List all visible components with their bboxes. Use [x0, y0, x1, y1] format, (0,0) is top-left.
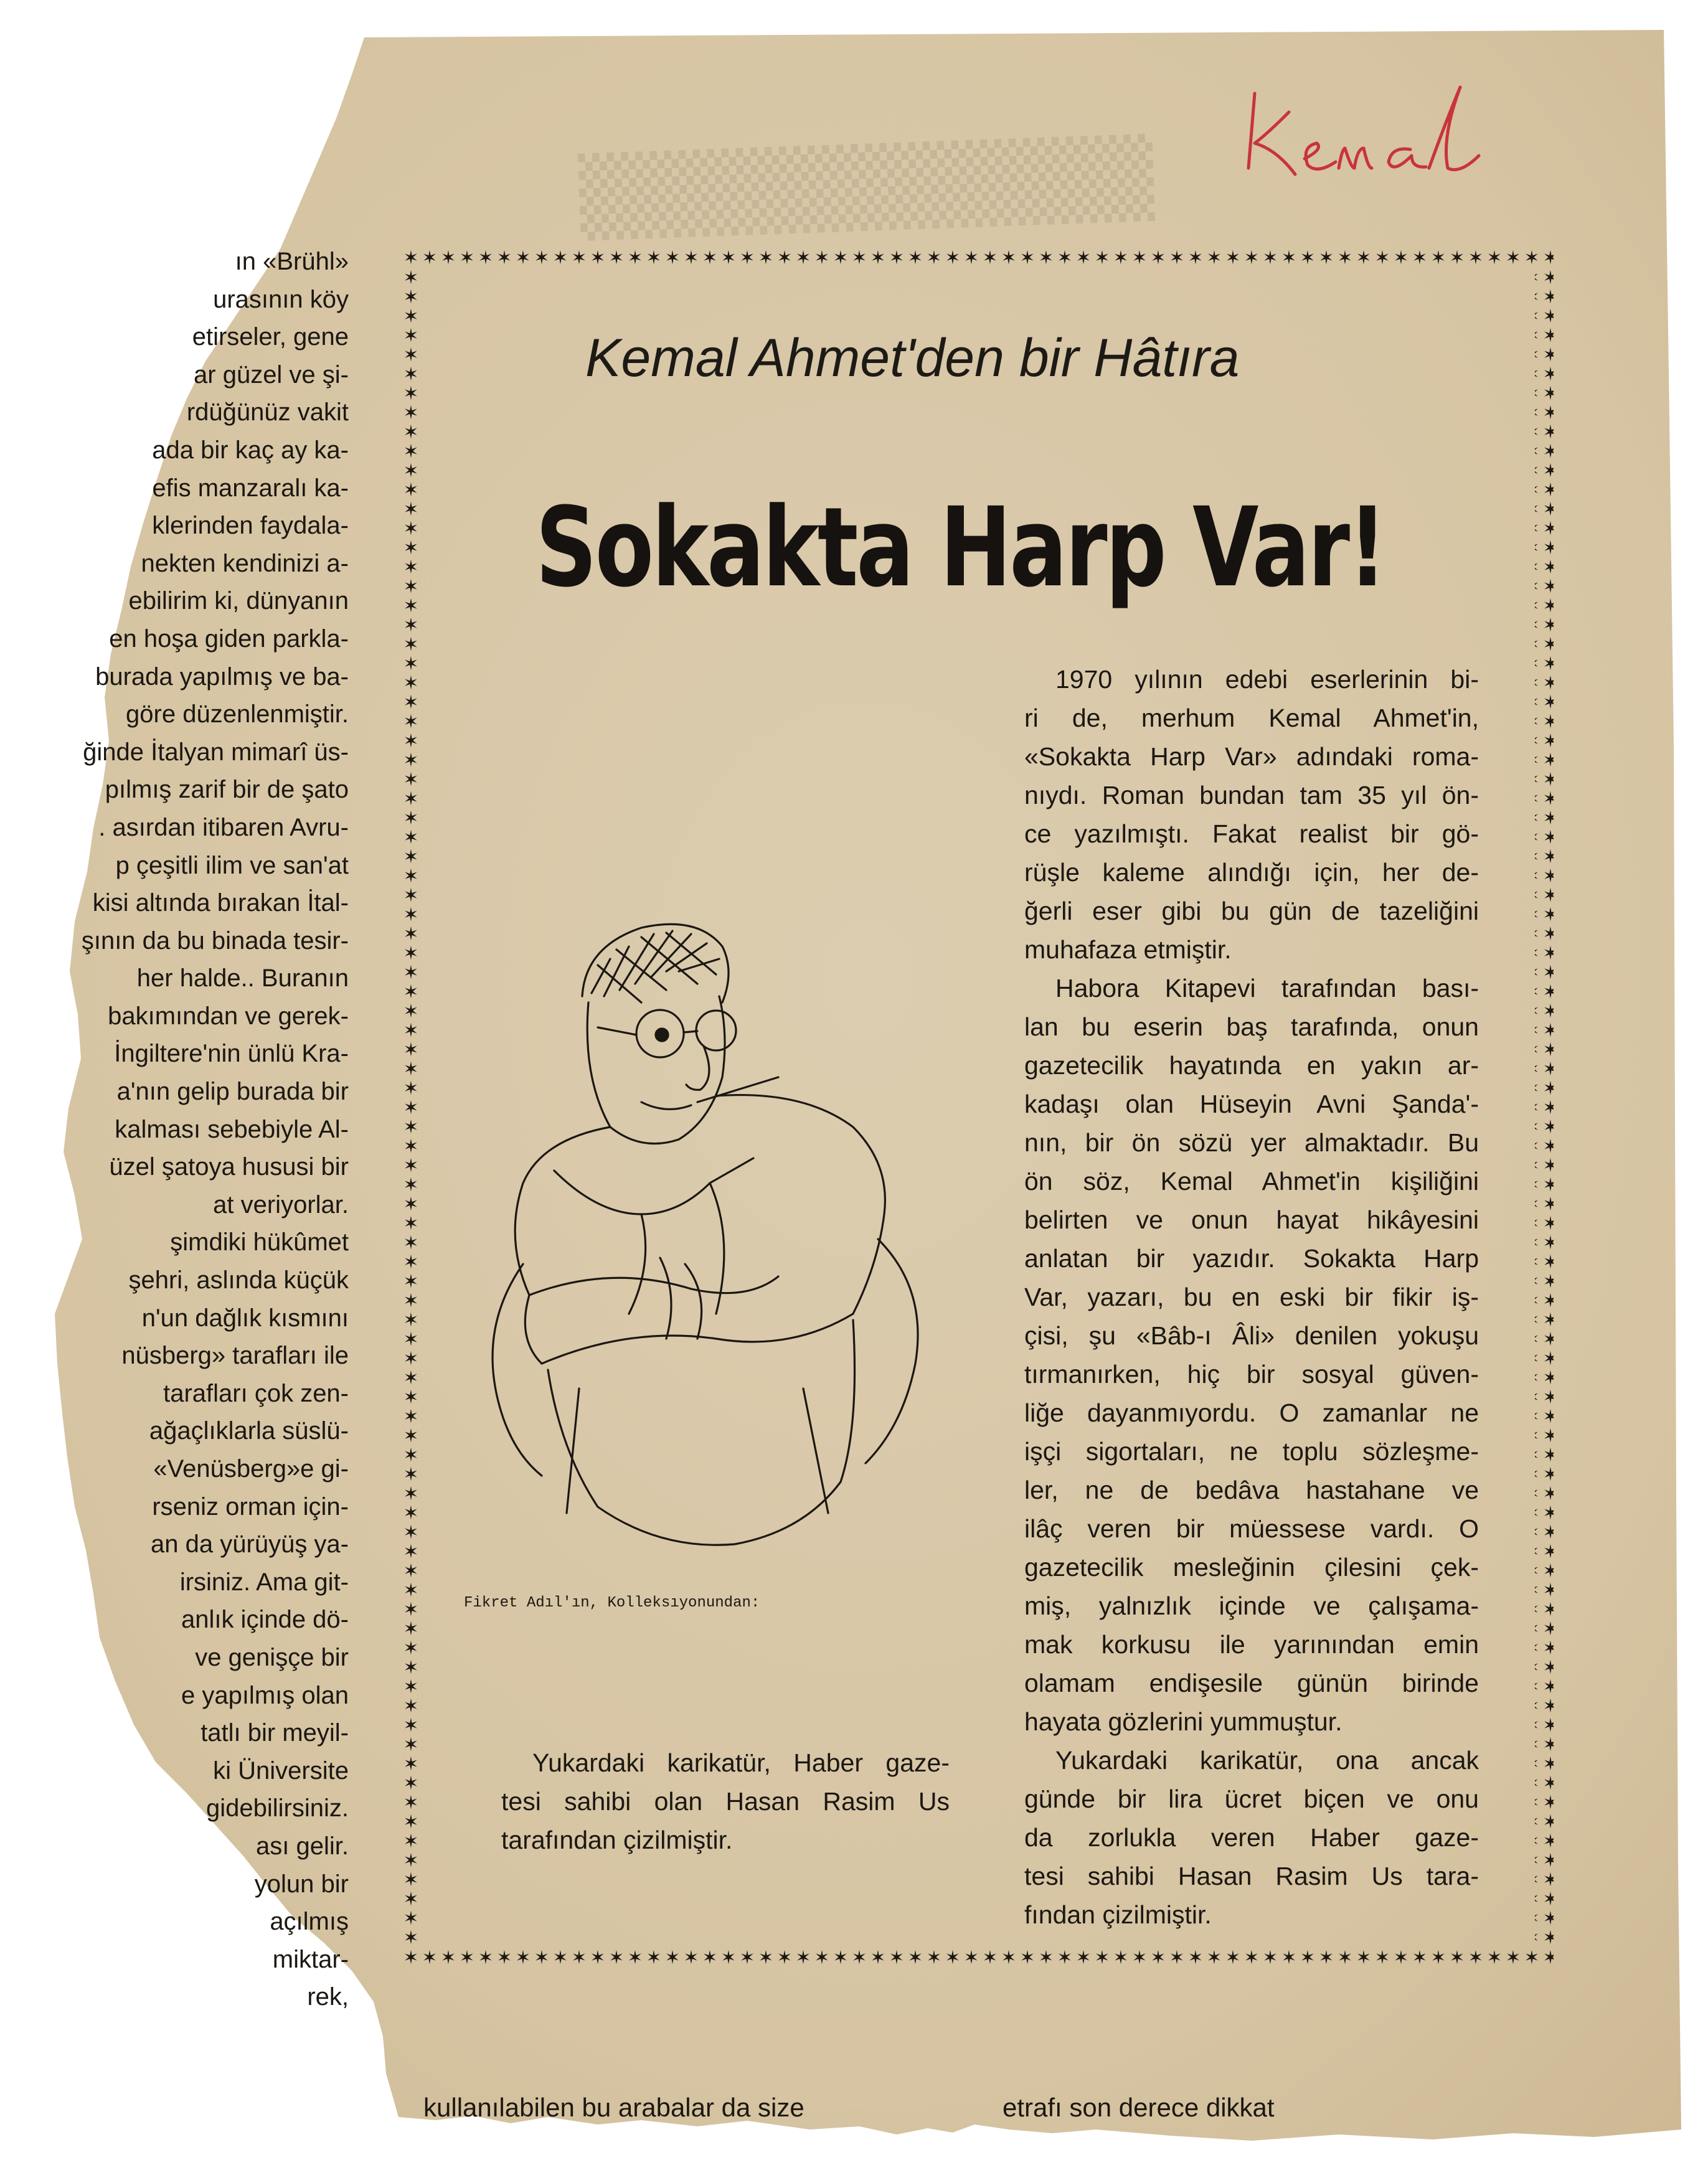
text-line: nekten kendinizi a-	[141, 549, 349, 577]
text-line: e yapılmış olan	[181, 1681, 349, 1709]
paragraph	[993, 660, 1479, 969]
text-line: ğinde İtalyan mimarî üs-	[83, 738, 349, 766]
article-subtitle: Kemal Ahmet'den bir Hâtıra	[585, 328, 1240, 388]
paragraph	[993, 969, 1479, 1741]
text-line: «Venüsberg»e gi-	[153, 1455, 349, 1483]
text-line: Habora Kitapevi tarafından bası-	[1055, 974, 1479, 1002]
text-line: rüşle kaleme alındığı için, her de-	[1024, 858, 1479, 887]
text-line: muhafaza etmiştir.	[1024, 935, 1232, 964]
text-line: çisi, şu «Bâb-ı Âli» denilen yokuşu	[1024, 1321, 1479, 1350]
text-line: da zorlukla veren Haber gaze-	[1024, 1823, 1479, 1852]
text-line: ilâç veren bir müessese vardı. O	[1024, 1514, 1479, 1543]
text-line: ler, ne de bedâva hastahane ve	[1024, 1476, 1479, 1504]
text-line: hayata gözlerini yummuştur.	[1024, 1707, 1342, 1736]
handwritten-signature	[1230, 75, 1491, 199]
paragraph	[993, 1741, 1479, 1934]
text-line: belirten ve onun hayat hikâyesini	[1024, 1205, 1479, 1234]
text-line: tarafları çok zen-	[163, 1379, 349, 1407]
text-line: at veriyorlar.	[213, 1191, 349, 1219]
caption-line: Yukardaki karikatür, Haber gaze-	[532, 1748, 950, 1777]
text-line: göre düzenlenmiştir.	[126, 700, 349, 729]
text-line: kalması sebebiyle Al-	[115, 1115, 349, 1143]
text-line: şehri, aslında küçük	[128, 1266, 349, 1295]
text-line: lan bu eserin baş tarafında, onun	[1024, 1012, 1479, 1041]
text-line: klerinden faydala-	[152, 512, 349, 540]
text-line: ası gelir.	[256, 1832, 349, 1860]
text-line: rek,	[307, 1983, 349, 2011]
text-line: miktar-	[272, 1945, 349, 1973]
text-line: ada bir kaç ay ka-	[152, 436, 349, 464]
text-line: gazetecilik mesleğinin çilesini çek-	[1024, 1553, 1479, 1582]
text-line: 1970 yılının edebi eserlerinin bi-	[1055, 665, 1479, 694]
caption-left	[501, 1743, 950, 1859]
text-line: nüsberg» tarafları ile	[121, 1342, 349, 1370]
text-line: açılmış	[270, 1908, 349, 1936]
text-line: ar güzel ve şi-	[194, 361, 349, 389]
text-line: liğe dayanmıyordu. O zamanlar ne	[1024, 1398, 1479, 1427]
text-line: olamam endişesile günün birinde	[1024, 1669, 1479, 1697]
text-line: «Sokakta Harp Var» adındaki roma-	[1024, 742, 1479, 771]
text-line: günde bir lira ücret biçen ve onu	[1024, 1785, 1479, 1813]
text-line: gidebilirsiniz.	[206, 1794, 349, 1823]
text-line: ki Üniversite	[213, 1757, 349, 1785]
text-line: burada yapılmış ve ba-	[95, 663, 349, 691]
text-line: tesi sahibi Hasan Rasim Us tara-	[1024, 1862, 1479, 1890]
reverse-side-bleed: ▒▒▒▒▒▒▒▒▒▒	[577, 133, 1156, 242]
caption-line: tesi sahibi olan Hasan Rasim Us	[501, 1787, 950, 1816]
text-line: . asırdan itibaren Avru-	[98, 813, 349, 841]
text-line: ri de, merhum Kemal Ahmet'in,	[1024, 704, 1479, 732]
text-line: an da yürüyüş ya-	[151, 1530, 349, 1559]
text-line: etirseler, gene	[192, 323, 349, 351]
text-line: nın, bir ön sözü yer almaktadır. Bu	[1024, 1128, 1479, 1157]
left-column-text	[37, 243, 349, 2016]
text-line: işçi sigortaları, ne toplu sözleşme-	[1024, 1437, 1479, 1466]
text-line: tırmanırken, hiç bir sosyal güven-	[1024, 1360, 1479, 1389]
text-line: ağaçlıklarla süslü-	[149, 1417, 349, 1445]
text-line: anlık içinde dö-	[181, 1606, 349, 1634]
text-line: ın «Brühl»	[235, 248, 349, 275]
text-line: efis manzaralı ka-	[152, 474, 349, 502]
text-line: İngiltere'nin ünlü Kra-	[114, 1040, 349, 1068]
bottom-cut-text-left: kullanılabilen bu arabalar da size	[423, 2093, 804, 2122]
text-line: ve genişçe bir	[195, 1643, 349, 1671]
text-line: şimdiki hükûmet	[170, 1229, 349, 1257]
text-line: miş, yalnızlık içinde ve çalışama-	[1024, 1592, 1479, 1620]
text-line: n'un dağlık kısmını	[141, 1304, 349, 1332]
text-line: ğerli eser gibi bu gün de tazeliğini	[1024, 897, 1479, 925]
text-line: fından çizilmiştir.	[1024, 1900, 1212, 1929]
text-line: her halde.. Buranın	[136, 964, 349, 993]
text-line: tatlı bir meyil-	[201, 1719, 349, 1747]
text-line: rseniz orman için-	[152, 1493, 349, 1521]
text-line: kadaşı olan Hüseyin Avni Şanda'-	[1024, 1090, 1479, 1118]
text-line: nıydı. Roman bundan tam 35 yıl ön-	[1024, 781, 1479, 809]
text-line: kisi altında bırakan İtal-	[92, 889, 349, 917]
text-line: p çeşitli ilim ve san'at	[115, 851, 349, 879]
caption-line: tarafından çizilmiştir.	[501, 1826, 733, 1854]
article-headline: Sokakta Harp Var!	[536, 484, 1385, 611]
text-line: Var, yazarı, bu en eski bir fikir iş-	[1024, 1283, 1479, 1311]
text-line: üzel şatoya hususi bir	[109, 1153, 349, 1181]
text-line: a'nın gelip burada bir	[116, 1078, 349, 1106]
text-line: rdüğünüz vakit	[186, 399, 349, 427]
text-line: ebilirim ki, dünyanın	[128, 587, 349, 615]
text-line: anlatan bir yazıdır. Sokakta Harp	[1024, 1244, 1479, 1273]
text-line: ce yazılmıştı. Fakat realist bir gö-	[1024, 819, 1479, 848]
text-line: ön söz, Kemal Ahmet'in kişiliğini	[1024, 1167, 1479, 1196]
text-line: urasının köy	[213, 285, 349, 313]
image-credit: Fikret Adıl'ın, Kolleksıyonundan:	[464, 1595, 760, 1611]
text-line: Yukardaki karikatür, ona ancak	[1055, 1746, 1479, 1775]
text-line: gazetecilik hayatında en yakın ar-	[1024, 1051, 1479, 1080]
text-line: en hoşa giden parkla-	[109, 625, 349, 653]
text-line: bakımından ve gerek-	[108, 1002, 349, 1030]
text-line: irsiniz. Ama git-	[179, 1568, 349, 1596]
text-line: mak korkusu ile yarınından emin	[1024, 1630, 1479, 1659]
text-line: şının da bu binada tesir-	[81, 927, 349, 955]
bottom-cut-text-right: etrafı son derece dikkat	[1003, 2093, 1275, 2122]
article-body	[993, 660, 1479, 1934]
text-line: yolun bir	[254, 1870, 349, 1898]
text-line: pılmış zarif bir de şato	[105, 776, 349, 804]
caricature-sketch	[455, 890, 940, 1582]
